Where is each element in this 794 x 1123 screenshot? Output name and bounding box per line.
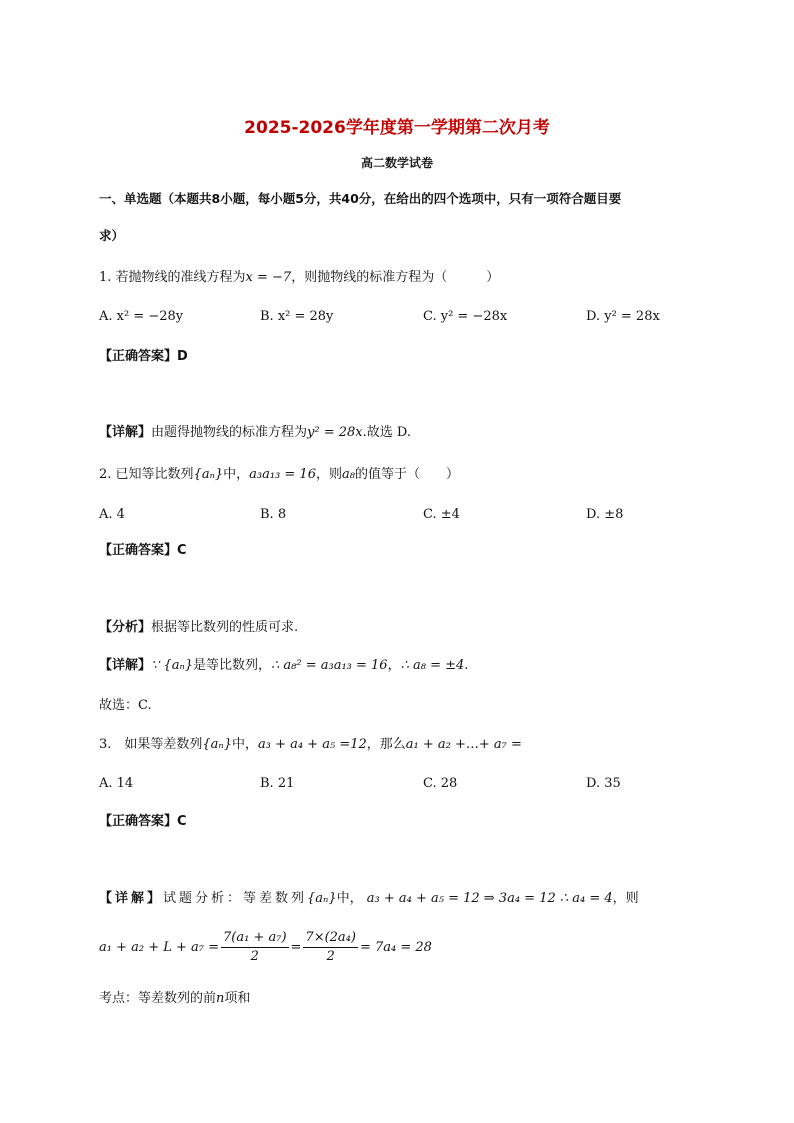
question-3-text-b: 中， (231, 737, 258, 752)
question-1-options (99, 309, 699, 329)
question-2-analysis (99, 619, 298, 637)
fraction-2-numerator: 7×(2a₄) (303, 929, 358, 948)
sum-rhs: = 7a₄ = 28 (359, 940, 432, 955)
option-d[interactable]: D. 35 (586, 776, 621, 791)
option-a[interactable]: A. 14 (99, 776, 134, 791)
page-subtitle: 高二数学试卷 (360, 156, 433, 170)
question-1-math: x = −7 (245, 270, 292, 285)
option-d[interactable]: D. ±8 (586, 507, 624, 522)
question-2-text: 2. 已知等比数列 (99, 467, 194, 482)
question-2-text-b: 中， (223, 467, 250, 482)
option-b[interactable]: B. 8 (260, 507, 287, 522)
question-2-options (99, 507, 699, 527)
detail-text-2: 中， (336, 891, 363, 906)
question-1-stem (99, 269, 499, 287)
detail-text: 由题得抛物线的标准方程为 (151, 425, 308, 440)
detail-math-2: ∴ a₈² = a₃a₁₃ = 16 (271, 658, 388, 673)
question-1-text: 1. 若抛物线的准线方程为 (99, 270, 246, 285)
option-b[interactable]: B. 21 (260, 776, 295, 791)
detail-math-3: ∴ a₈ = ±4 (400, 658, 465, 673)
detail-label: 【详解】 (99, 425, 152, 440)
question-3-text-c: ，那么 (366, 737, 406, 752)
section-heading: 一、单选题（本题共8小题，每小题5分，共40分，在给出的四个选项中，只有一项符合题目要 (99, 191, 622, 206)
question-2-conclusion: 故选：C. (99, 698, 152, 713)
question-3-stem (99, 736, 522, 754)
question-2-text-d: 的值等于（ ） (354, 467, 459, 482)
analysis-text: 根据等比数列的性质可求. (151, 620, 299, 635)
question-2-math-1: {aₙ} (193, 467, 224, 482)
analysis-label: 【分析】 (99, 620, 152, 635)
detail-text-1: 是等比数列， (192, 658, 271, 673)
sum-lhs: a₁ + a₂ + L + a₇ = (99, 940, 220, 955)
fraction-2 (303, 929, 358, 966)
detail-math-1: ∵ {aₙ} (151, 658, 193, 673)
option-a[interactable]: A. x² = −28y (99, 309, 184, 324)
detail-label: 【详解】 (99, 658, 152, 673)
detail-end: .故选 D. (362, 425, 411, 440)
option-b[interactable]: B. x² = 28y (260, 309, 334, 324)
option-c[interactable]: C. y² = −28x (423, 309, 508, 324)
question-2-math-2: a₃a₁₃ = 16 (249, 467, 316, 482)
question-3-sum-formula: a₁ + a₂ + L + a₇ = $\frac{\text{7(a₁ + a₇)}}{2}$ = $\frac{\text{7×(2a₄)}}{2}$ = 7a₄ = 28 (99, 930, 432, 964)
page-title: 2025-2026学年度第一学期第二次月考 (244, 118, 550, 138)
question-3-math-3: a₁ + a₂ +…+ a₇ = (405, 737, 522, 752)
question-3-math-1: {aₙ} (202, 737, 232, 752)
detail-math-2: a₃ + a₄ + a₅ = 12 ⇒ 3a₄ = 12 ∴ a₄ = 4 (366, 891, 613, 906)
option-c[interactable]: C. ±4 (423, 507, 460, 522)
fraction-1 (221, 929, 289, 966)
option-d[interactable]: D. y² = 28x (586, 309, 660, 324)
detail-text-2: ， (387, 658, 401, 673)
question-2-math-3: a₈ (341, 467, 355, 482)
detail-end: . (464, 658, 469, 673)
question-1-detail (99, 424, 411, 442)
fraction-1-numerator: 7(a₁ + a₇) (221, 929, 289, 948)
fraction-1-denominator: 2 (250, 949, 259, 964)
question-3-detail (99, 890, 639, 908)
question-3-math-2: a₃ + a₄ + a₅ =12 (257, 737, 367, 752)
kaodian-text-end: 项和 (224, 991, 251, 1006)
question-2-answer: 【正确答案】C (99, 543, 187, 558)
question-3-answer: 【正确答案】C (99, 814, 187, 829)
option-c[interactable]: C. 28 (423, 776, 458, 791)
question-2-stem (99, 466, 459, 484)
detail-text-3: ，则 (612, 891, 639, 906)
question-3-text: 3. 如果等差数列 (99, 737, 203, 752)
question-3-options (99, 776, 699, 796)
section-heading-cont: 求） (99, 228, 125, 243)
question-3-kaodian (99, 990, 250, 1008)
kaodian-text: 考点：等差数列的前 (99, 991, 217, 1006)
question-1-text-end: ，则抛物线的标准方程为（ ） (291, 270, 500, 285)
question-2-text-c: ，则 (315, 467, 342, 482)
detail-label: 【详解】 (99, 891, 164, 906)
question-2-detail (99, 657, 468, 675)
detail-math-1: {aₙ} (307, 891, 337, 906)
option-a[interactable]: A. 4 (99, 507, 125, 522)
kaodian-math: n (216, 991, 225, 1006)
detail-text: 试题分析：等差数列 (163, 891, 308, 906)
question-1-answer: 【正确答案】D (99, 349, 188, 364)
fraction-2-denominator: 2 (326, 949, 335, 964)
detail-math: y² = 28x (307, 425, 363, 440)
